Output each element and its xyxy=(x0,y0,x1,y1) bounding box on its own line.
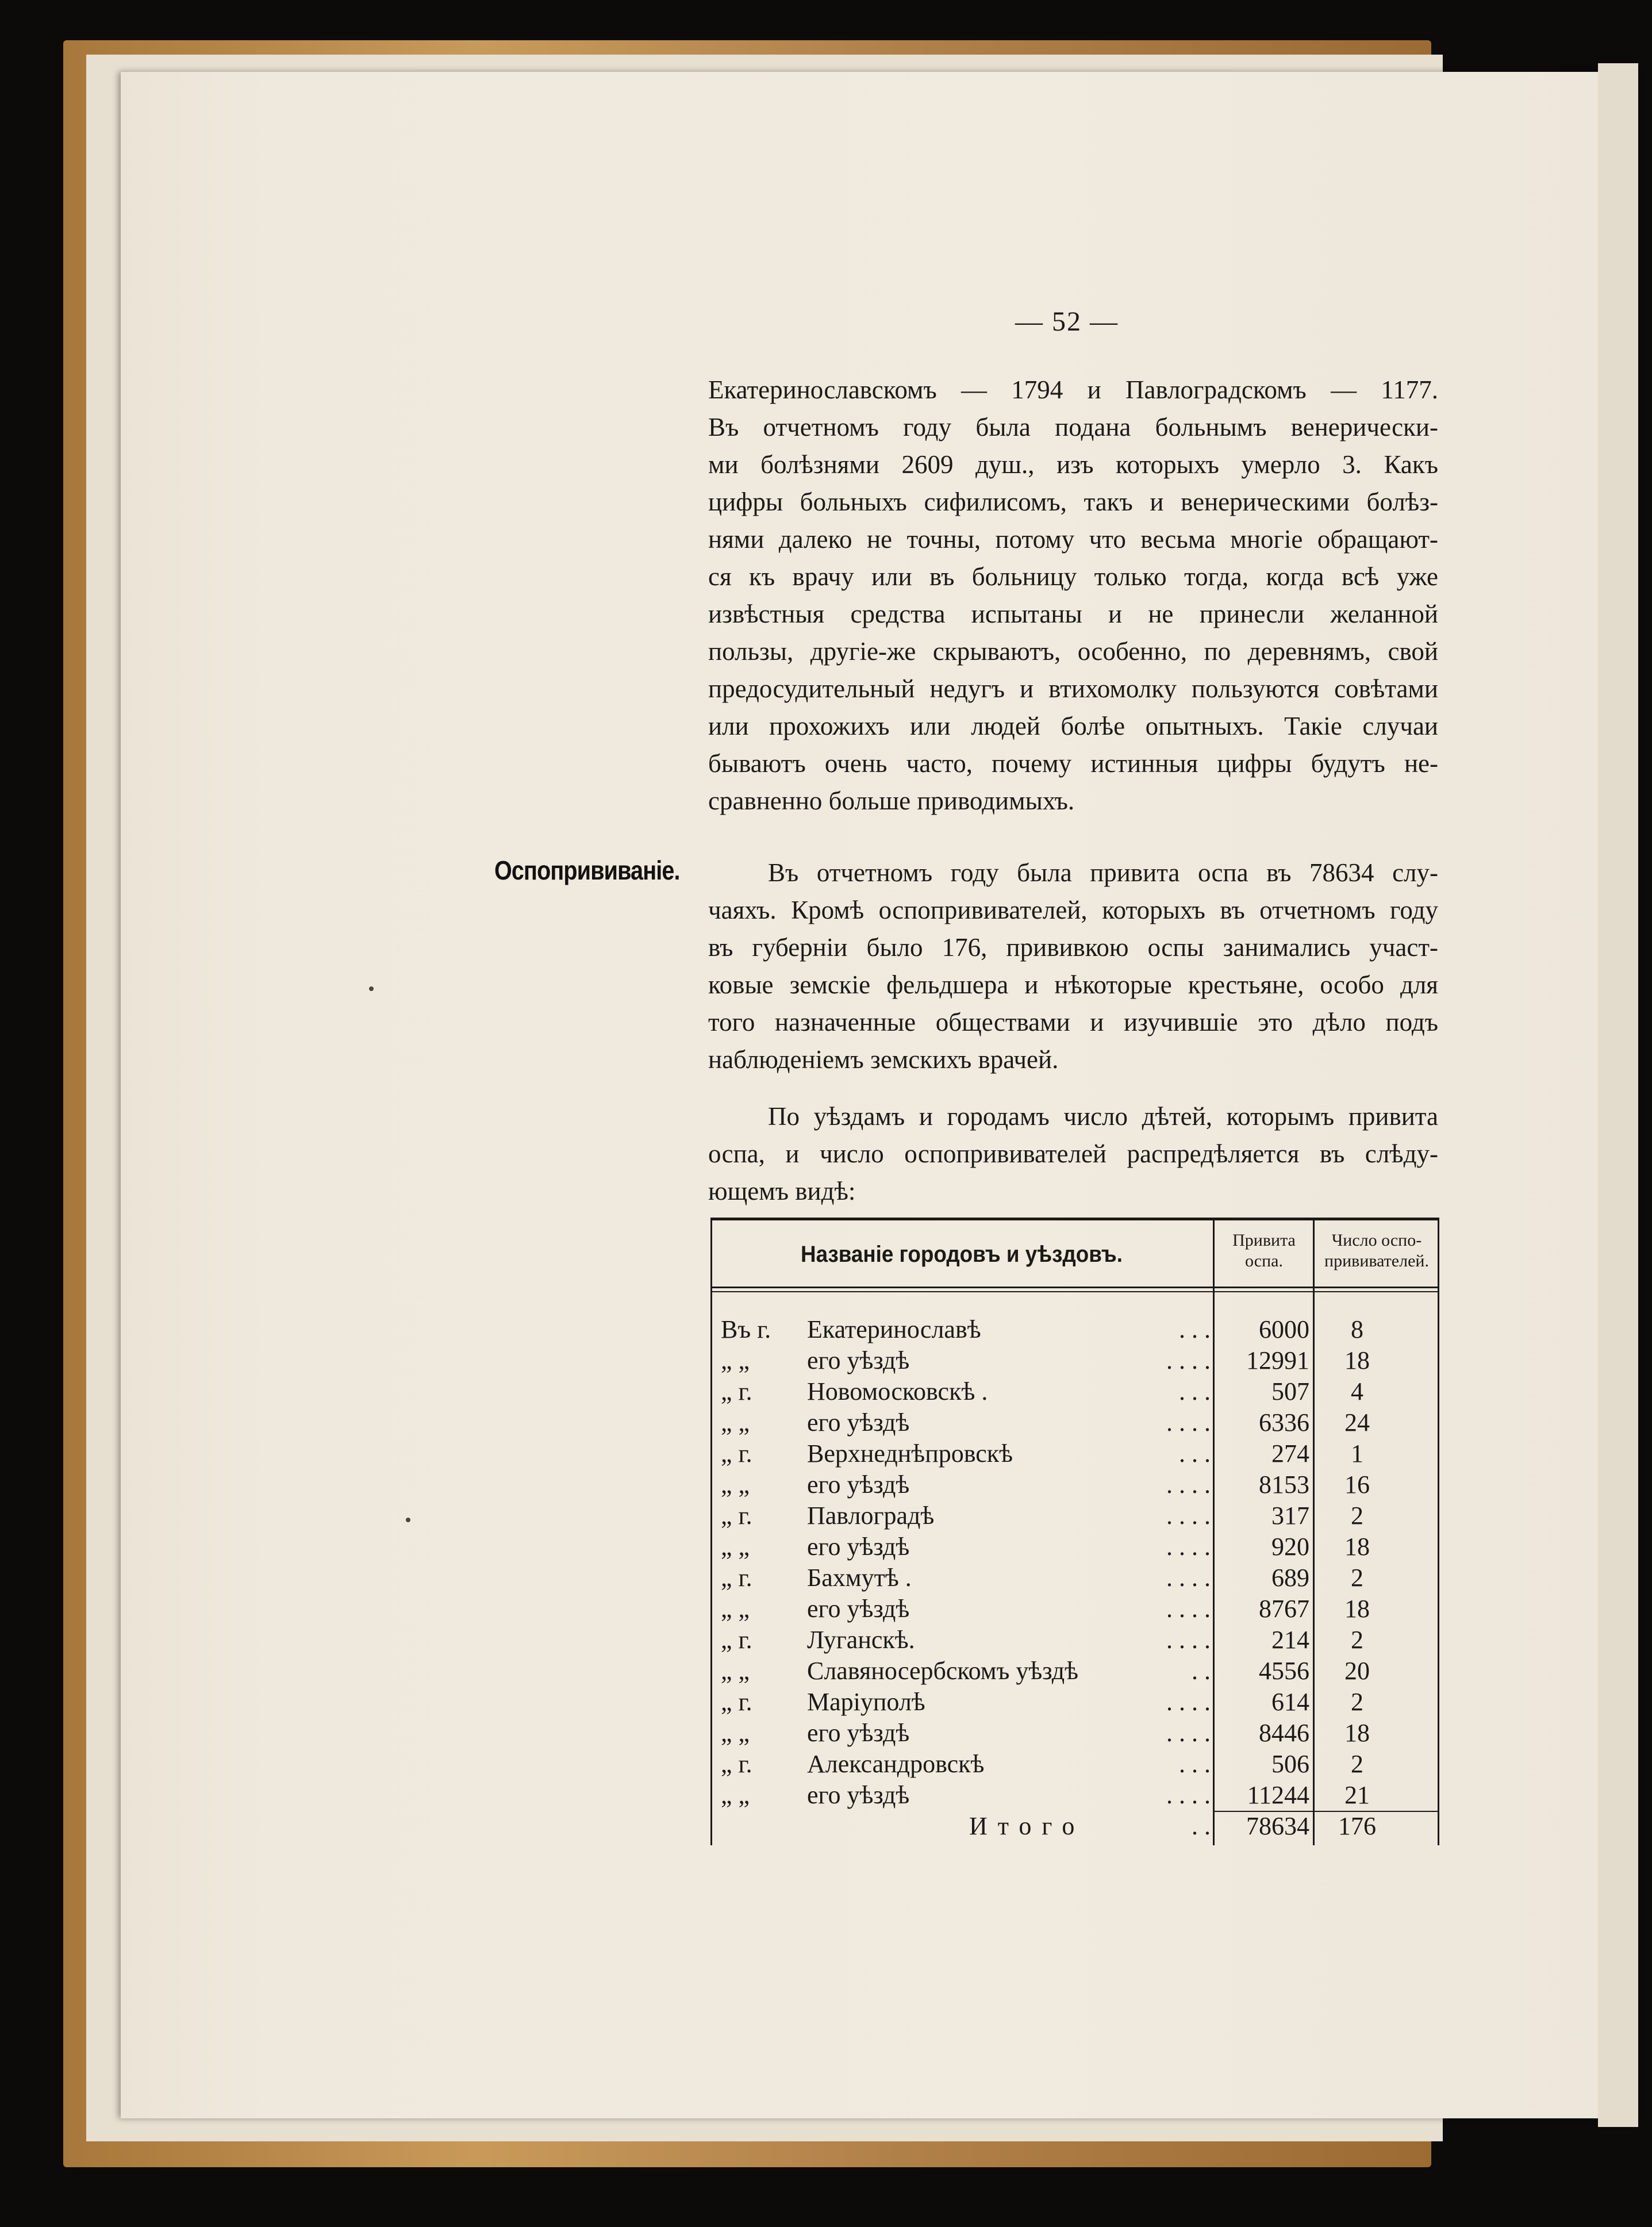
row-vaccinated: 506 xyxy=(1271,1750,1309,1778)
row-place-name: Маріуполѣ xyxy=(807,1688,925,1716)
header-vaccinators-line2: прививателей. xyxy=(1324,1251,1429,1270)
table-header-rule xyxy=(710,1287,1439,1288)
row-prefix: „ г. xyxy=(721,1377,752,1406)
table-row xyxy=(710,1718,1439,1749)
row-leader-dots: . . . . xyxy=(1166,1346,1211,1374)
table-row xyxy=(710,1345,1439,1376)
row-place-name: Бахмутѣ . xyxy=(807,1564,912,1592)
row-vaccinated: 274 xyxy=(1271,1439,1309,1468)
row-vaccinated: 4556 xyxy=(1259,1657,1309,1685)
row-vaccinated: 11244 xyxy=(1247,1781,1309,1809)
total-label: Итого xyxy=(969,1812,1085,1840)
row-vaccinated: 214 xyxy=(1271,1626,1309,1654)
row-vaccinated: 8446 xyxy=(1259,1719,1309,1747)
text-line: или прохожихъ или людей болѣе опытныхъ. Такіе случаи xyxy=(708,712,1438,740)
row-place-name: его уѣздѣ xyxy=(807,1595,910,1623)
row-vaccinated: 6336 xyxy=(1259,1408,1309,1437)
row-leader-dots: . . . xyxy=(1179,1439,1211,1468)
next-page-strip xyxy=(1598,63,1638,2127)
row-vaccinated: 12991 xyxy=(1246,1346,1309,1374)
text-line: ковые земскіе фельдшера и нѣкоторые крестьяне, особо для xyxy=(708,970,1438,999)
row-prefix: „ „ xyxy=(721,1346,750,1374)
text-line: предосудительный недугъ и втихомолку пользуются совѣтами xyxy=(708,674,1438,703)
table-header-rule-2 xyxy=(710,1291,1439,1292)
row-place-name: Славяносербскомъ уѣздѣ xyxy=(807,1657,1079,1685)
table-row xyxy=(710,1625,1439,1656)
row-leader-dots: . . . xyxy=(1179,1750,1211,1778)
table-row xyxy=(710,1407,1439,1438)
row-vaccinated: 8767 xyxy=(1259,1595,1309,1623)
row-leader-dots: . . xyxy=(1192,1657,1211,1685)
row-leader-dots: . . . . xyxy=(1166,1564,1211,1592)
table-top-rule xyxy=(710,1218,1439,1220)
row-vaccinators: 2 xyxy=(1351,1750,1363,1778)
row-place-name: Новомосковскѣ . xyxy=(807,1377,988,1406)
row-vaccinators: 4 xyxy=(1351,1377,1363,1406)
header-vaccinated-line2: оспа. xyxy=(1245,1251,1283,1270)
row-vaccinators: 18 xyxy=(1344,1719,1370,1747)
total-leader-dots: . . xyxy=(1192,1812,1211,1840)
table-row xyxy=(710,1376,1439,1407)
row-place-name: его уѣздѣ xyxy=(807,1719,910,1747)
row-vaccinated: 317 xyxy=(1271,1502,1309,1530)
text-line: извѣстныя средства испытаны и не принесли желанной xyxy=(708,600,1438,628)
row-leader-dots: . . . xyxy=(1179,1315,1211,1343)
text-line: пользы, другіе-же скрываютъ, особенно, по деревнямъ, свой xyxy=(708,637,1438,666)
row-place-name: Павлоградѣ xyxy=(807,1502,935,1530)
row-prefix: Въ г. xyxy=(721,1315,771,1343)
row-prefix: „ „ xyxy=(721,1781,750,1809)
row-vaccinators: 2 xyxy=(1351,1564,1363,1592)
row-leader-dots: . . . . xyxy=(1166,1688,1211,1716)
text-line: Екатеринославскомъ — 1794 и Павлоградскомъ — 1177. xyxy=(708,375,1438,404)
row-prefix: „ „ xyxy=(721,1408,750,1437)
row-vaccinated: 507 xyxy=(1271,1377,1309,1406)
row-leader-dots: . . . . xyxy=(1166,1781,1211,1809)
row-vaccinators: 2 xyxy=(1351,1688,1363,1716)
row-prefix: „ г. xyxy=(721,1502,752,1530)
header-name: Названіе городовъ и уѣздовъ. xyxy=(801,1242,1123,1267)
header-vaccinators xyxy=(1315,1230,1438,1272)
row-leader-dots: . . . . xyxy=(1166,1533,1211,1561)
page-number: — 52 — xyxy=(1015,306,1119,337)
text-line: того назначенные обществами и изучившіе это дѣло подъ xyxy=(708,1008,1438,1036)
row-leader-dots: . . . . xyxy=(1166,1502,1211,1530)
row-place-name: его уѣздѣ xyxy=(807,1346,910,1374)
table-row xyxy=(710,1469,1439,1500)
text-line: сравненно больше приводимыхъ. xyxy=(708,786,1075,815)
vaccination-table xyxy=(710,1218,1439,1845)
table-row xyxy=(710,1594,1439,1625)
paragraph-vaccination xyxy=(708,854,1438,1078)
paper-speck xyxy=(369,986,374,991)
row-prefix: „ „ xyxy=(721,1595,750,1623)
row-place-name: его уѣздѣ xyxy=(807,1408,910,1437)
row-vaccinated: 920 xyxy=(1271,1533,1309,1561)
row-leader-dots: . . . . xyxy=(1166,1626,1211,1654)
paragraph-distribution xyxy=(708,1098,1438,1210)
row-vaccinated: 614 xyxy=(1271,1688,1309,1716)
row-leader-dots: . . . xyxy=(1179,1377,1211,1406)
table-row xyxy=(710,1656,1439,1687)
row-vaccinated: 6000 xyxy=(1259,1315,1309,1343)
row-vaccinators: 21 xyxy=(1344,1781,1370,1809)
text-line: наблюденіемъ земскихъ врачей. xyxy=(708,1045,1059,1074)
table-row xyxy=(710,1780,1439,1811)
row-vaccinators: 18 xyxy=(1344,1595,1370,1623)
text-line: цифры больныхъ сифилисомъ, такъ и венерическими болѣз- xyxy=(708,487,1438,516)
row-prefix: „ „ xyxy=(721,1657,750,1685)
row-prefix: „ г. xyxy=(721,1564,752,1592)
row-vaccinators: 2 xyxy=(1351,1626,1363,1654)
total-vaccinated: 78634 xyxy=(1246,1812,1309,1840)
row-place-name: Екатеринославѣ xyxy=(807,1315,981,1343)
paper-speck xyxy=(406,1518,410,1522)
row-place-name: Верхнеднѣпровскѣ xyxy=(807,1439,1013,1468)
text-line: оспа, и число оспопрививателей распредѣляется въ слѣду- xyxy=(708,1139,1438,1168)
row-prefix: „ г. xyxy=(721,1626,752,1654)
table-row xyxy=(710,1687,1439,1718)
header-vaccinators-line1: Число оспо- xyxy=(1331,1231,1422,1250)
total-vaccinators: 176 xyxy=(1338,1812,1376,1840)
row-leader-dots: . . . . xyxy=(1166,1719,1211,1747)
row-prefix: „ г. xyxy=(721,1750,752,1778)
row-place-name: Александровскѣ xyxy=(807,1750,985,1778)
table-total-row xyxy=(710,1811,1439,1842)
row-vaccinators: 8 xyxy=(1351,1315,1363,1343)
row-place-name: его уѣздѣ xyxy=(807,1533,910,1561)
row-place-name: его уѣздѣ xyxy=(807,1781,910,1809)
table-row xyxy=(710,1562,1439,1594)
header-vaccinated xyxy=(1215,1230,1313,1272)
row-vaccinated: 689 xyxy=(1271,1564,1309,1592)
table-row xyxy=(710,1438,1439,1469)
text-line: Въ отчетномъ году была привита оспа въ 78634 слу- xyxy=(768,858,1438,887)
row-vaccinated: 8153 xyxy=(1259,1470,1309,1499)
header-vaccinated-line1: Привита xyxy=(1232,1231,1296,1250)
text-line: бываютъ очень часто, почему истинныя цифры будутъ не- xyxy=(708,749,1438,778)
text-line: ми болѣзнями 2609 душ., изъ которыхъ умерло 3. Какъ xyxy=(708,450,1438,479)
row-prefix: „ „ xyxy=(721,1470,750,1499)
row-leader-dots: . . . . xyxy=(1166,1470,1211,1499)
text-line: чаяхъ. Кромѣ оспопрививателей, которыхъ въ отчетномъ году xyxy=(708,896,1438,924)
table-row xyxy=(710,1314,1439,1345)
row-place-name: его уѣздѣ xyxy=(807,1470,910,1499)
table-row xyxy=(710,1500,1439,1531)
row-prefix: „ г. xyxy=(721,1439,752,1468)
row-vaccinators: 1 xyxy=(1351,1439,1363,1468)
side-heading-vaccination: Оспопрививаніе. xyxy=(494,855,680,885)
row-vaccinators: 16 xyxy=(1344,1470,1370,1499)
row-prefix: „ „ xyxy=(721,1719,750,1747)
row-leader-dots: . . . . xyxy=(1166,1595,1211,1623)
text-line: ющемъ видѣ: xyxy=(708,1177,856,1205)
text-line: Въ отчетномъ году была подана больнымъ венерически- xyxy=(708,413,1438,441)
row-prefix: „ г. xyxy=(721,1688,752,1716)
table-row xyxy=(710,1531,1439,1562)
row-prefix: „ „ xyxy=(721,1533,750,1561)
text-line: нями далеко не точны, потому что весьма многіе обращают- xyxy=(708,525,1438,554)
text-line: ся къ врачу или въ больницу только тогда, когда всѣ уже xyxy=(708,562,1438,591)
text-line: По уѣздамъ и городамъ число дѣтей, которымъ привита xyxy=(768,1102,1438,1131)
row-vaccinators: 20 xyxy=(1344,1657,1370,1685)
row-vaccinators: 18 xyxy=(1344,1346,1370,1374)
row-vaccinators: 2 xyxy=(1351,1502,1363,1530)
row-vaccinators: 18 xyxy=(1344,1533,1370,1561)
row-vaccinators: 24 xyxy=(1344,1408,1370,1437)
paragraph-syphilis xyxy=(708,371,1438,820)
table-row xyxy=(710,1749,1439,1780)
row-place-name: Луганскѣ. xyxy=(807,1626,915,1654)
text-line: въ губерніи было 176, прививкою оспы занимались участ- xyxy=(708,933,1438,962)
row-leader-dots: . . . . xyxy=(1166,1408,1211,1437)
